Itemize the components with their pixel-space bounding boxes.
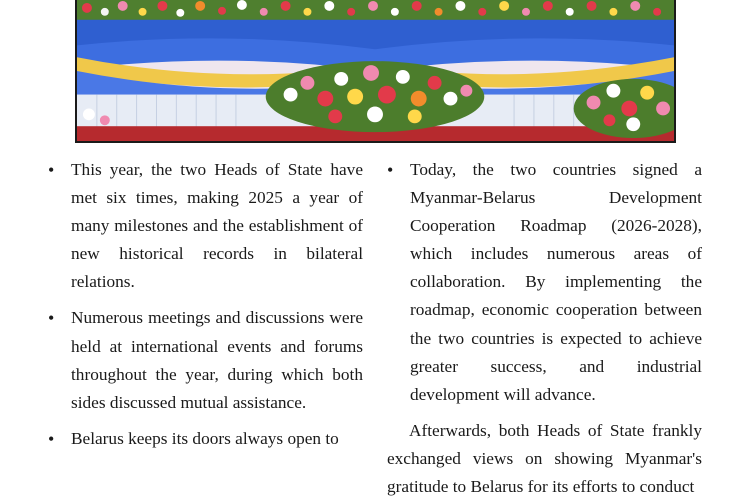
right-bullet-list — [387, 156, 702, 409]
list-item — [387, 156, 702, 409]
right-column — [387, 156, 702, 501]
left-bullet-list — [48, 156, 363, 453]
stage-flower-photo — [75, 0, 676, 143]
flower-stage-decoration-icon — [77, 0, 674, 141]
bullet-icon — [48, 304, 62, 333]
left-column — [48, 156, 363, 461]
bullet-icon — [48, 425, 62, 454]
list-item — [48, 304, 363, 416]
body-paragraph: Afterwards, both Heads of State frankly exchanged views on showing Myanmar's gratitude to Belarus for its efforts to conduct — [387, 420, 702, 497]
list-item-text: Today, the two countries signed a Myanmar-Belarus Development Cooperation Roadmap (2026-2028), which includes numerous areas of collaboration. By implementing the roadmap, economic cooperation between the two countries is expected to achieve greater success, and industrial development will advance. — [410, 160, 702, 404]
list-item-text: Numerous meetings and discussions were held at international events and forums throughout the year, during which both sides discussed mutual assistance. — [71, 308, 363, 412]
bullet-icon — [48, 156, 62, 185]
bullet-icon — [387, 156, 401, 185]
list-item — [48, 156, 363, 296]
list-item-text: This year, the two Heads of State have met six times, making 2025 a year of many milestones and the establishment of new historical records in bilateral relations. — [71, 160, 363, 292]
list-item — [48, 425, 363, 453]
list-item-text: Belarus keeps its doors always open to — [71, 428, 339, 448]
